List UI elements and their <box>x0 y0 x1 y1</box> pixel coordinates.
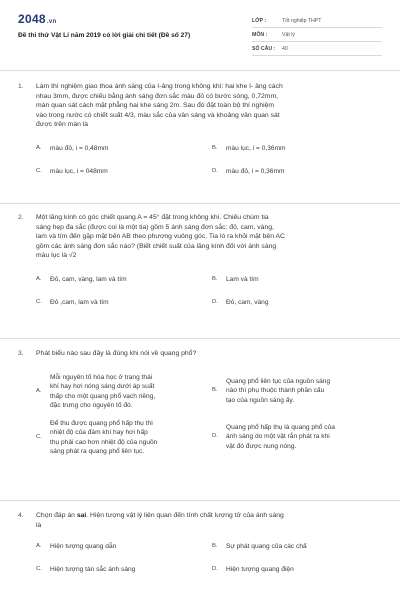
meta-row-class <box>252 14 382 28</box>
option-letter: B. <box>212 144 218 151</box>
answer-option-a[interactable] <box>36 542 116 552</box>
answer-option-c[interactable] <box>36 167 108 177</box>
exam-title: Đề thi thử Vật Lí năm 2019 có lời giải chi tiết (Đề số 27) <box>18 32 191 39</box>
option-line: khí hay hơi nóng sáng dưới áp suất <box>50 383 155 391</box>
option-letter: D. <box>212 433 218 440</box>
option-letter: D. <box>212 167 218 174</box>
option-letter: C. <box>36 433 42 440</box>
answer-option-a[interactable] <box>36 144 108 154</box>
logo-text: 2048 <box>18 12 46 26</box>
option-text: màu đỏ, i = 0,48mm <box>50 144 109 152</box>
option-line: Quang phổ hấp thụ là quang phổ của <box>226 423 335 431</box>
question-line: là <box>36 521 42 529</box>
option-line: Mỗi nguyên tố hóa học ở trạng thái <box>50 373 153 381</box>
question-line: màu lục là √2 <box>36 252 77 260</box>
meta-label: MÔN : <box>252 31 268 38</box>
answer-option-d[interactable] <box>212 565 294 575</box>
meta-row-subject <box>252 28 382 42</box>
answer-option-c[interactable] <box>36 419 200 457</box>
answer-option-b[interactable] <box>212 144 286 154</box>
answer-option-d[interactable] <box>212 298 269 308</box>
answer-option-b[interactable] <box>212 542 307 552</box>
question-number: 3. <box>18 350 24 357</box>
answer-option-a[interactable] <box>36 373 200 411</box>
question-2 <box>18 213 390 311</box>
answer-options <box>36 359 390 489</box>
meta-value: Tốt nghiệp THPT <box>282 17 322 24</box>
question-text <box>36 511 390 530</box>
question-line: sáng hẹp đa sắc (được coi là một tia) gồm 5 ánh sáng đơn sắc: đỏ, cam, vàng, <box>36 223 274 231</box>
option-text: màu đỏ, i = 0,36mm <box>226 167 285 175</box>
option-text <box>50 419 200 457</box>
meta-value: Vật lý <box>282 31 295 38</box>
option-text: Đỏ, cam, vàng <box>226 298 269 306</box>
meta-label: SỐ CÂU : <box>252 45 276 52</box>
option-text <box>226 377 386 406</box>
option-letter: B. <box>212 275 218 282</box>
option-line: sáng phát ra quang phổ liên tục. <box>50 448 145 456</box>
answer-option-a[interactable] <box>36 275 127 285</box>
question-line: Phát biểu nào sau đây là đúng khi nói về quang phổ? <box>36 350 197 357</box>
option-text: màu lục, i = 048mm <box>50 167 108 175</box>
question-line: màn quan sát cách mặt phẳng hai khe sáng 2m. Sau đó đặt toàn bộ thí nghiệm <box>36 102 275 110</box>
option-text: Hiện tượng tán sắc ánh sáng <box>50 566 136 574</box>
page-header <box>0 0 400 68</box>
question-1 <box>18 82 390 180</box>
question-4 <box>18 511 390 580</box>
option-line: ánh sáng do một vật rắn phát ra khi <box>226 433 330 441</box>
exam-meta-table <box>252 14 382 56</box>
option-text: Hiện tượng quang dẫn <box>50 543 117 551</box>
option-line: Để thu được quang phổ hấp thụ thì <box>50 419 153 427</box>
answer-option-b[interactable] <box>212 377 386 406</box>
option-text: Lam và tím <box>226 275 259 283</box>
option-line: thấp cho một quang phổ vạch riêng, <box>50 392 156 400</box>
question-number: 2. <box>18 214 24 221</box>
question-line: Một lăng kính có góc chiết quang A = 45° đặt trong không khí. Chiếu chùm tia <box>36 214 269 221</box>
question-line: nhau 3mm, được chiếu bằng ánh sáng đơn sắc màu đỏ có bước sóng, 0,72mm, <box>36 92 278 100</box>
option-line: nào thì phụ thuộc thành phần cấu <box>226 387 325 395</box>
answer-option-d[interactable] <box>212 423 386 452</box>
question-line: vào trong nước có chiết suất 4/3, màu sắc của vân sáng và khoảng vân quan sát <box>36 111 280 119</box>
answer-option-d[interactable] <box>212 167 284 177</box>
option-line: tạo của nguồn sáng ấy. <box>226 396 295 404</box>
question-line: lam và tím đến gặp mặt bên AB theo phương vuông góc. Tia ló ra khỏi mặt bên AC <box>36 233 285 241</box>
question-text <box>36 213 390 261</box>
question-stem <box>18 213 390 261</box>
option-letter: C. <box>36 298 42 305</box>
answer-options <box>36 530 390 580</box>
divider <box>0 70 400 71</box>
question-text <box>36 82 390 130</box>
answer-options <box>36 261 390 311</box>
question-line: được trên màn là <box>36 121 89 129</box>
question-line: Làm thí nghiệm giao thoa ánh sáng của I-âng trong không khí: hai khe I- âng cách <box>36 83 283 90</box>
question-text-part: . Hiện tượng vật lý liên quan đến tính chất lượng tử của ánh sáng <box>86 512 284 519</box>
question-stem <box>18 349 390 359</box>
option-line: thụ phải cao hơn nhiệt độ của nguồn <box>50 438 158 446</box>
option-line: đặc trưng cho nguyên tố đó. <box>50 402 133 410</box>
question-text <box>36 349 390 359</box>
option-letter: A. <box>36 543 42 550</box>
option-line: Quang phổ liên tục của nguồn sáng <box>226 377 331 385</box>
option-letter: B. <box>212 543 218 550</box>
option-letter: D. <box>212 566 218 573</box>
option-text: Đỏ ,cam, lam và tím <box>50 298 109 306</box>
meta-row-count <box>252 42 382 56</box>
answer-option-b[interactable] <box>212 275 259 285</box>
answer-option-c[interactable] <box>36 565 135 575</box>
question-text-part: Chọn đáp án <box>36 512 77 519</box>
option-letter: C. <box>36 566 42 573</box>
question-line <box>36 511 390 521</box>
divider <box>0 203 400 204</box>
option-text: Hiện tượng quang điện <box>226 566 294 574</box>
question-stem <box>18 511 390 530</box>
option-line: vật đó được nung nóng. <box>226 442 297 450</box>
meta-label: LỚP : <box>252 17 267 24</box>
option-letter: C. <box>36 167 42 174</box>
option-text: Sự phát quang của các chấ <box>226 543 307 551</box>
question-3 <box>18 349 390 489</box>
divider <box>0 338 400 339</box>
option-line: nhiệt độ của đám khí hay hơi hấp <box>50 429 148 437</box>
option-text <box>226 423 386 452</box>
option-letter: B. <box>212 387 218 394</box>
option-letter: A. <box>36 387 42 394</box>
option-letter: A. <box>36 144 42 151</box>
answer-option-c[interactable] <box>36 298 109 308</box>
site-logo[interactable] <box>18 12 56 26</box>
logo-suffix: .vn <box>46 19 57 25</box>
question-line: gồm các ánh sáng đơn sắc nào? (Biết chiết suất của lăng kính đối với ánh sáng <box>36 242 277 250</box>
meta-value: 40 <box>282 45 288 52</box>
question-stem <box>18 82 390 130</box>
question-number: 1. <box>18 83 24 90</box>
option-text: Đỏ, cam, vàng, lam và tím <box>50 275 127 283</box>
option-text: màu lục, i = 0,36mm <box>226 144 286 152</box>
option-letter: D. <box>212 298 218 305</box>
option-letter: A. <box>36 275 42 282</box>
emphasis-text: sai <box>76 512 87 519</box>
divider <box>0 500 400 501</box>
answer-options <box>36 130 390 180</box>
question-number: 4. <box>18 512 24 519</box>
option-text <box>50 373 200 411</box>
